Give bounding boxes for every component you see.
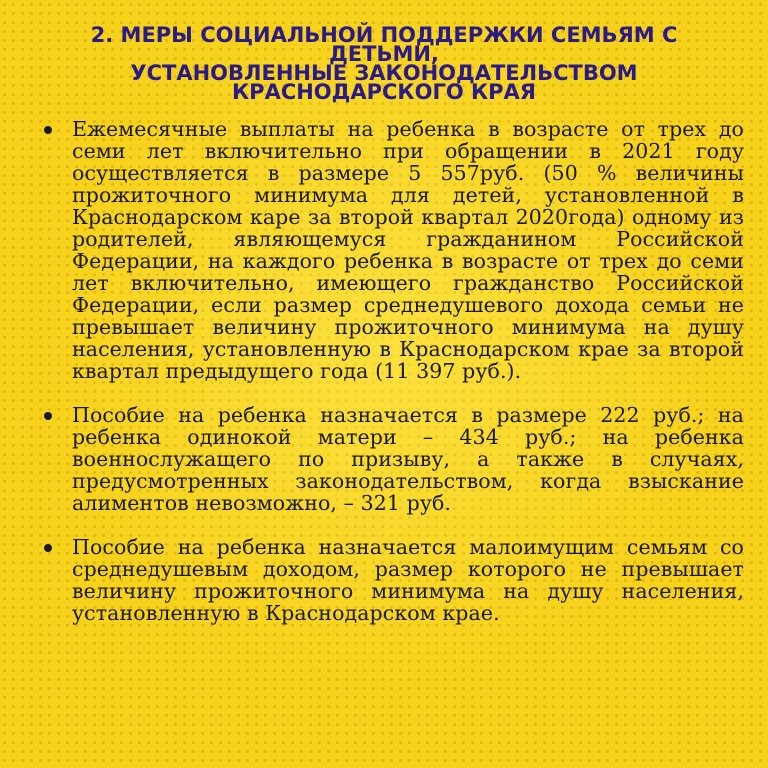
title-line-3: КРАСНОДАРСКОГО КРАЯ (232, 80, 536, 104)
list-item (44, 536, 744, 624)
list-item-text: Ежемесячные выплаты на ребенка в возрасте от трех до семи лет включительно при обращении в 2021 году осуществляется в размере 5 557руб. (50 % величины прожиточного минимума для детей, установленной в Краснодарском каре за второй квартал 2020года) одному из родителей, являющемуся гражданином Российской Федерации, на каждого ребенка в возрасте от трех до семи лет включительно, имеющего гражданство Российской Федерации, если размер среднедушевого дохода семьи не превышает величину прожиточного минимума на душу населения, установленную в Краснодарском крае за второй квартал предыдущего года (11 397 руб.). (72, 117, 744, 383)
list-item-text: Пособие на ребенка назначается в размере 222 руб.; на ребенка одинокой матери – 434 руб.; на ребенка военнослужащего по призыву, а также в случаях, предусмотренных законодательством, когда взыскание алиментов невозможно, – 321 руб. (72, 403, 744, 515)
bullet-icon (44, 126, 52, 134)
page-title (40, 23, 728, 104)
list-item-text: Пособие на ребенка назначается малоимущим семьям со среднедушевым доходом, размер которого не превышает величину прожиточного минимума на душу населения, установленную в Краснодарском крае. (72, 535, 744, 625)
bullet-icon (44, 412, 52, 420)
title-line-2: УСТАНОВЛЕННЫЕ ЗАКОНОДАТЕЛЬСТВОМ (130, 61, 638, 85)
title-line-1: 2. МЕРЫ СОЦИАЛЬНОЙ ПОДДЕРЖКИ СЕМЬЯМ С ДЕТЬМИ, (90, 23, 678, 66)
list-item (44, 118, 744, 382)
support-measures-list (44, 118, 744, 646)
bullet-icon (44, 544, 52, 552)
list-item (44, 404, 744, 514)
